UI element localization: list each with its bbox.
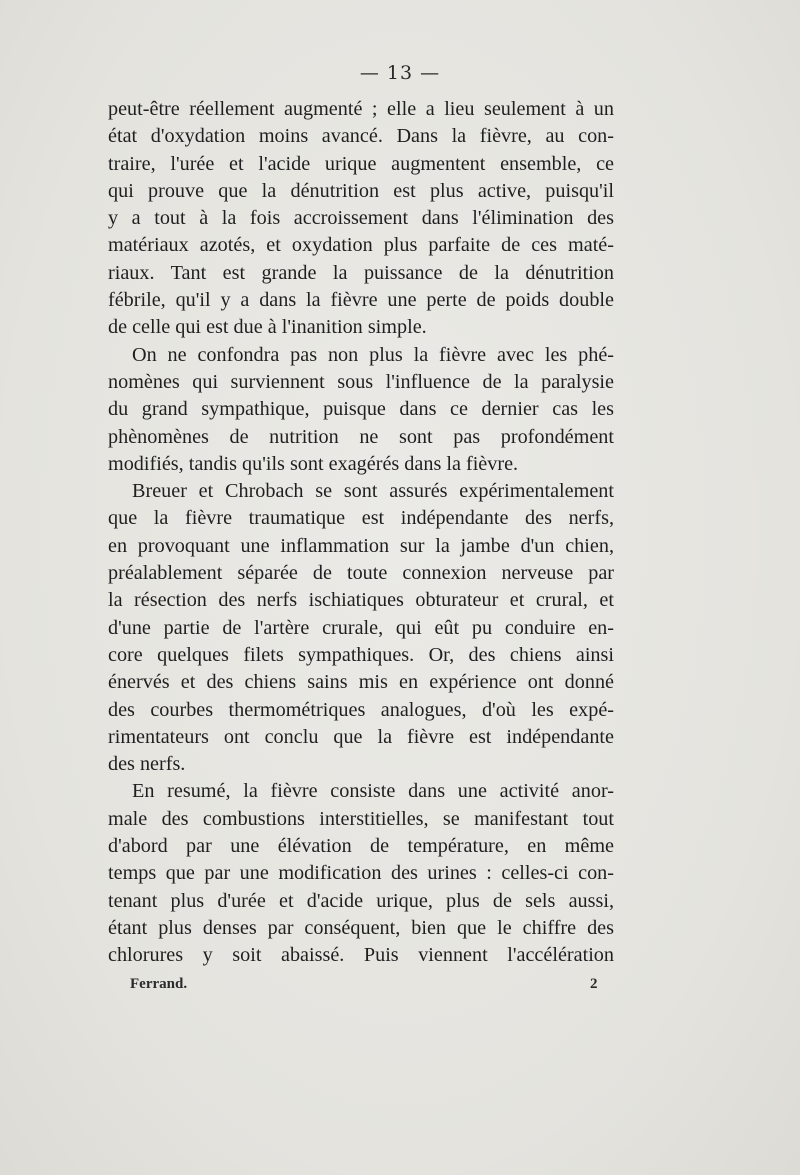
body-text <box>108 96 614 970</box>
text-line: qui prouve que la dénutrition est plus active, puisqu'il <box>108 179 614 202</box>
text-line: On ne confondra pas non plus la fièvre avec les phé- <box>132 343 614 366</box>
text-line: énervés et des chiens sains mis en expérience ont donné <box>108 671 614 694</box>
text-line: d'une partie de l'artère crurale, qui eût pu conduire en- <box>108 616 614 639</box>
text-line: de celle qui est due à l'inanition simple. <box>108 316 427 339</box>
text-line: des nerfs. <box>108 753 186 776</box>
text-line: étant plus denses par conséquent, bien que le chiffre des <box>108 916 614 939</box>
text-line: En resumé, la fièvre consiste dans une activité anor- <box>132 780 614 803</box>
text-line: male des combustions interstitielles, se manifestant tout <box>108 807 614 830</box>
text-line: rimentateurs ont conclu que la fièvre est indépendante <box>108 725 614 748</box>
text-line: peut-être réellement augmenté ; elle a lieu seulement à un <box>108 98 614 120</box>
text-line: la résection des nerfs ischiatiques obturateur et crural, et <box>108 589 614 612</box>
text-line: matériaux azotés, et oxydation plus parfaite de ces maté- <box>108 234 614 257</box>
text-line: des courbes thermométriques analogues, d'où les expé- <box>108 698 614 721</box>
text-line: core quelques filets sympathiques. Or, des chiens ainsi <box>108 643 614 666</box>
text-line: en provoquant une inflammation sur la jambe d'un chien, <box>108 534 614 557</box>
text-line: du grand sympathique, puisque dans ce dernier cas les <box>108 398 614 421</box>
signature-mark: Ferrand. <box>130 976 188 992</box>
text-line: modifiés, tandis qu'ils sont exagérés dans la fièvre. <box>108 452 519 475</box>
text-line: fébrile, qu'il y a dans la fièvre une perte de poids double <box>108 289 614 312</box>
text-line: traire, l'urée et l'acide urique augmentent ensemble, ce <box>108 152 614 175</box>
text-line: préalablement séparée de toute connexion nerveuse par <box>108 562 614 585</box>
text-line: d'abord par une élévation de température, en même <box>108 835 614 858</box>
text-line: nomènes qui surviennent sous l'influence de la paralysie <box>108 370 614 393</box>
text-line: temps que par une modification des urines : celles-ci con- <box>108 862 614 885</box>
text-line: état d'oxydation moins avancé. Dans la fièvre, au con- <box>108 125 614 148</box>
page-number: — 13 — <box>359 62 441 84</box>
text-line: phènomènes de nutrition ne sont pas profondément <box>108 425 614 448</box>
text-line: riaux. Tant est grande la puissance de la dénutrition <box>108 261 614 284</box>
text-line: y a tout à la fois accroissement dans l'élimination des <box>108 207 614 230</box>
text-line: Breuer et Chrobach se sont assurés expérimentalement <box>132 480 614 503</box>
text-line: chlorures y soit abaissé. Puis viennent l'accélération <box>108 944 614 967</box>
text-line: que la fièvre traumatique est indépendante des nerfs, <box>108 507 614 530</box>
sheet-number: 2 <box>590 976 598 992</box>
text-line: tenant plus d'urée et d'acide urique, plus de sels aussi, <box>108 889 614 912</box>
